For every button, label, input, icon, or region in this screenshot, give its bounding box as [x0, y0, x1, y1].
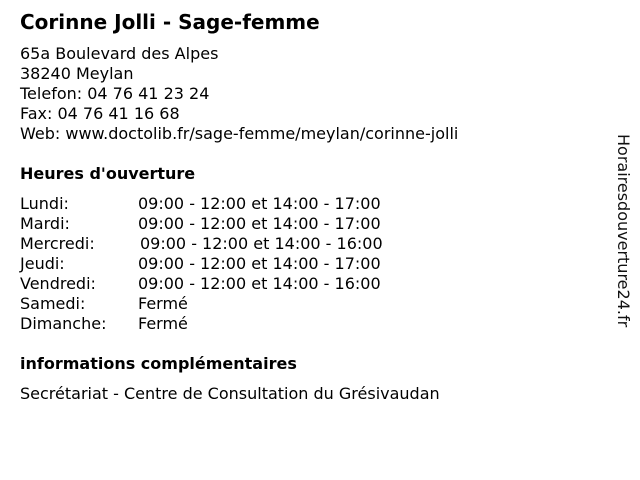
additional-info-text: Secrétariat - Centre de Consultation du Grésivaudan — [20, 384, 440, 403]
phone-number: Telefon: 04 76 41 23 24 — [20, 84, 210, 103]
additional-info-heading: informations complémentaires — [20, 354, 297, 373]
day-label: Jeudi: — [20, 254, 65, 273]
address-street: 65a Boulevard des Alpes — [20, 44, 219, 63]
fax-number: Fax: 04 76 41 16 68 — [20, 104, 180, 123]
day-hours: 09:00 - 12:00 et 14:00 - 16:00 — [138, 274, 381, 293]
site-watermark: Horairesdouverture24.fr — [614, 134, 633, 328]
day-label: Vendredi: — [20, 274, 96, 293]
day-label: Mardi: — [20, 214, 70, 233]
day-hours: Fermé — [138, 314, 188, 333]
day-label: Dimanche: — [20, 314, 107, 333]
opening-hours-heading: Heures d'ouverture — [20, 164, 196, 183]
day-label: Samedi: — [20, 294, 86, 313]
address-city: 38240 Meylan — [20, 64, 134, 83]
day-hours: 09:00 - 12:00 et 14:00 - 17:00 — [138, 254, 381, 273]
day-label: Mercredi: — [20, 234, 95, 253]
day-hours: 09:00 - 12:00 et 14:00 - 17:00 — [138, 214, 381, 233]
day-hours: 09:00 - 12:00 et 14:00 - 16:00 — [140, 234, 383, 253]
day-label: Lundi: — [20, 194, 69, 213]
page-title: Corinne Jolli - Sage-femme — [20, 10, 320, 34]
website-link[interactable]: Web: www.doctolib.fr/sage-femme/meylan/corinne-jolli — [20, 124, 459, 143]
day-hours: 09:00 - 12:00 et 14:00 - 17:00 — [138, 194, 381, 213]
contact-block — [20, 44, 458, 144]
day-hours: Fermé — [138, 294, 188, 313]
